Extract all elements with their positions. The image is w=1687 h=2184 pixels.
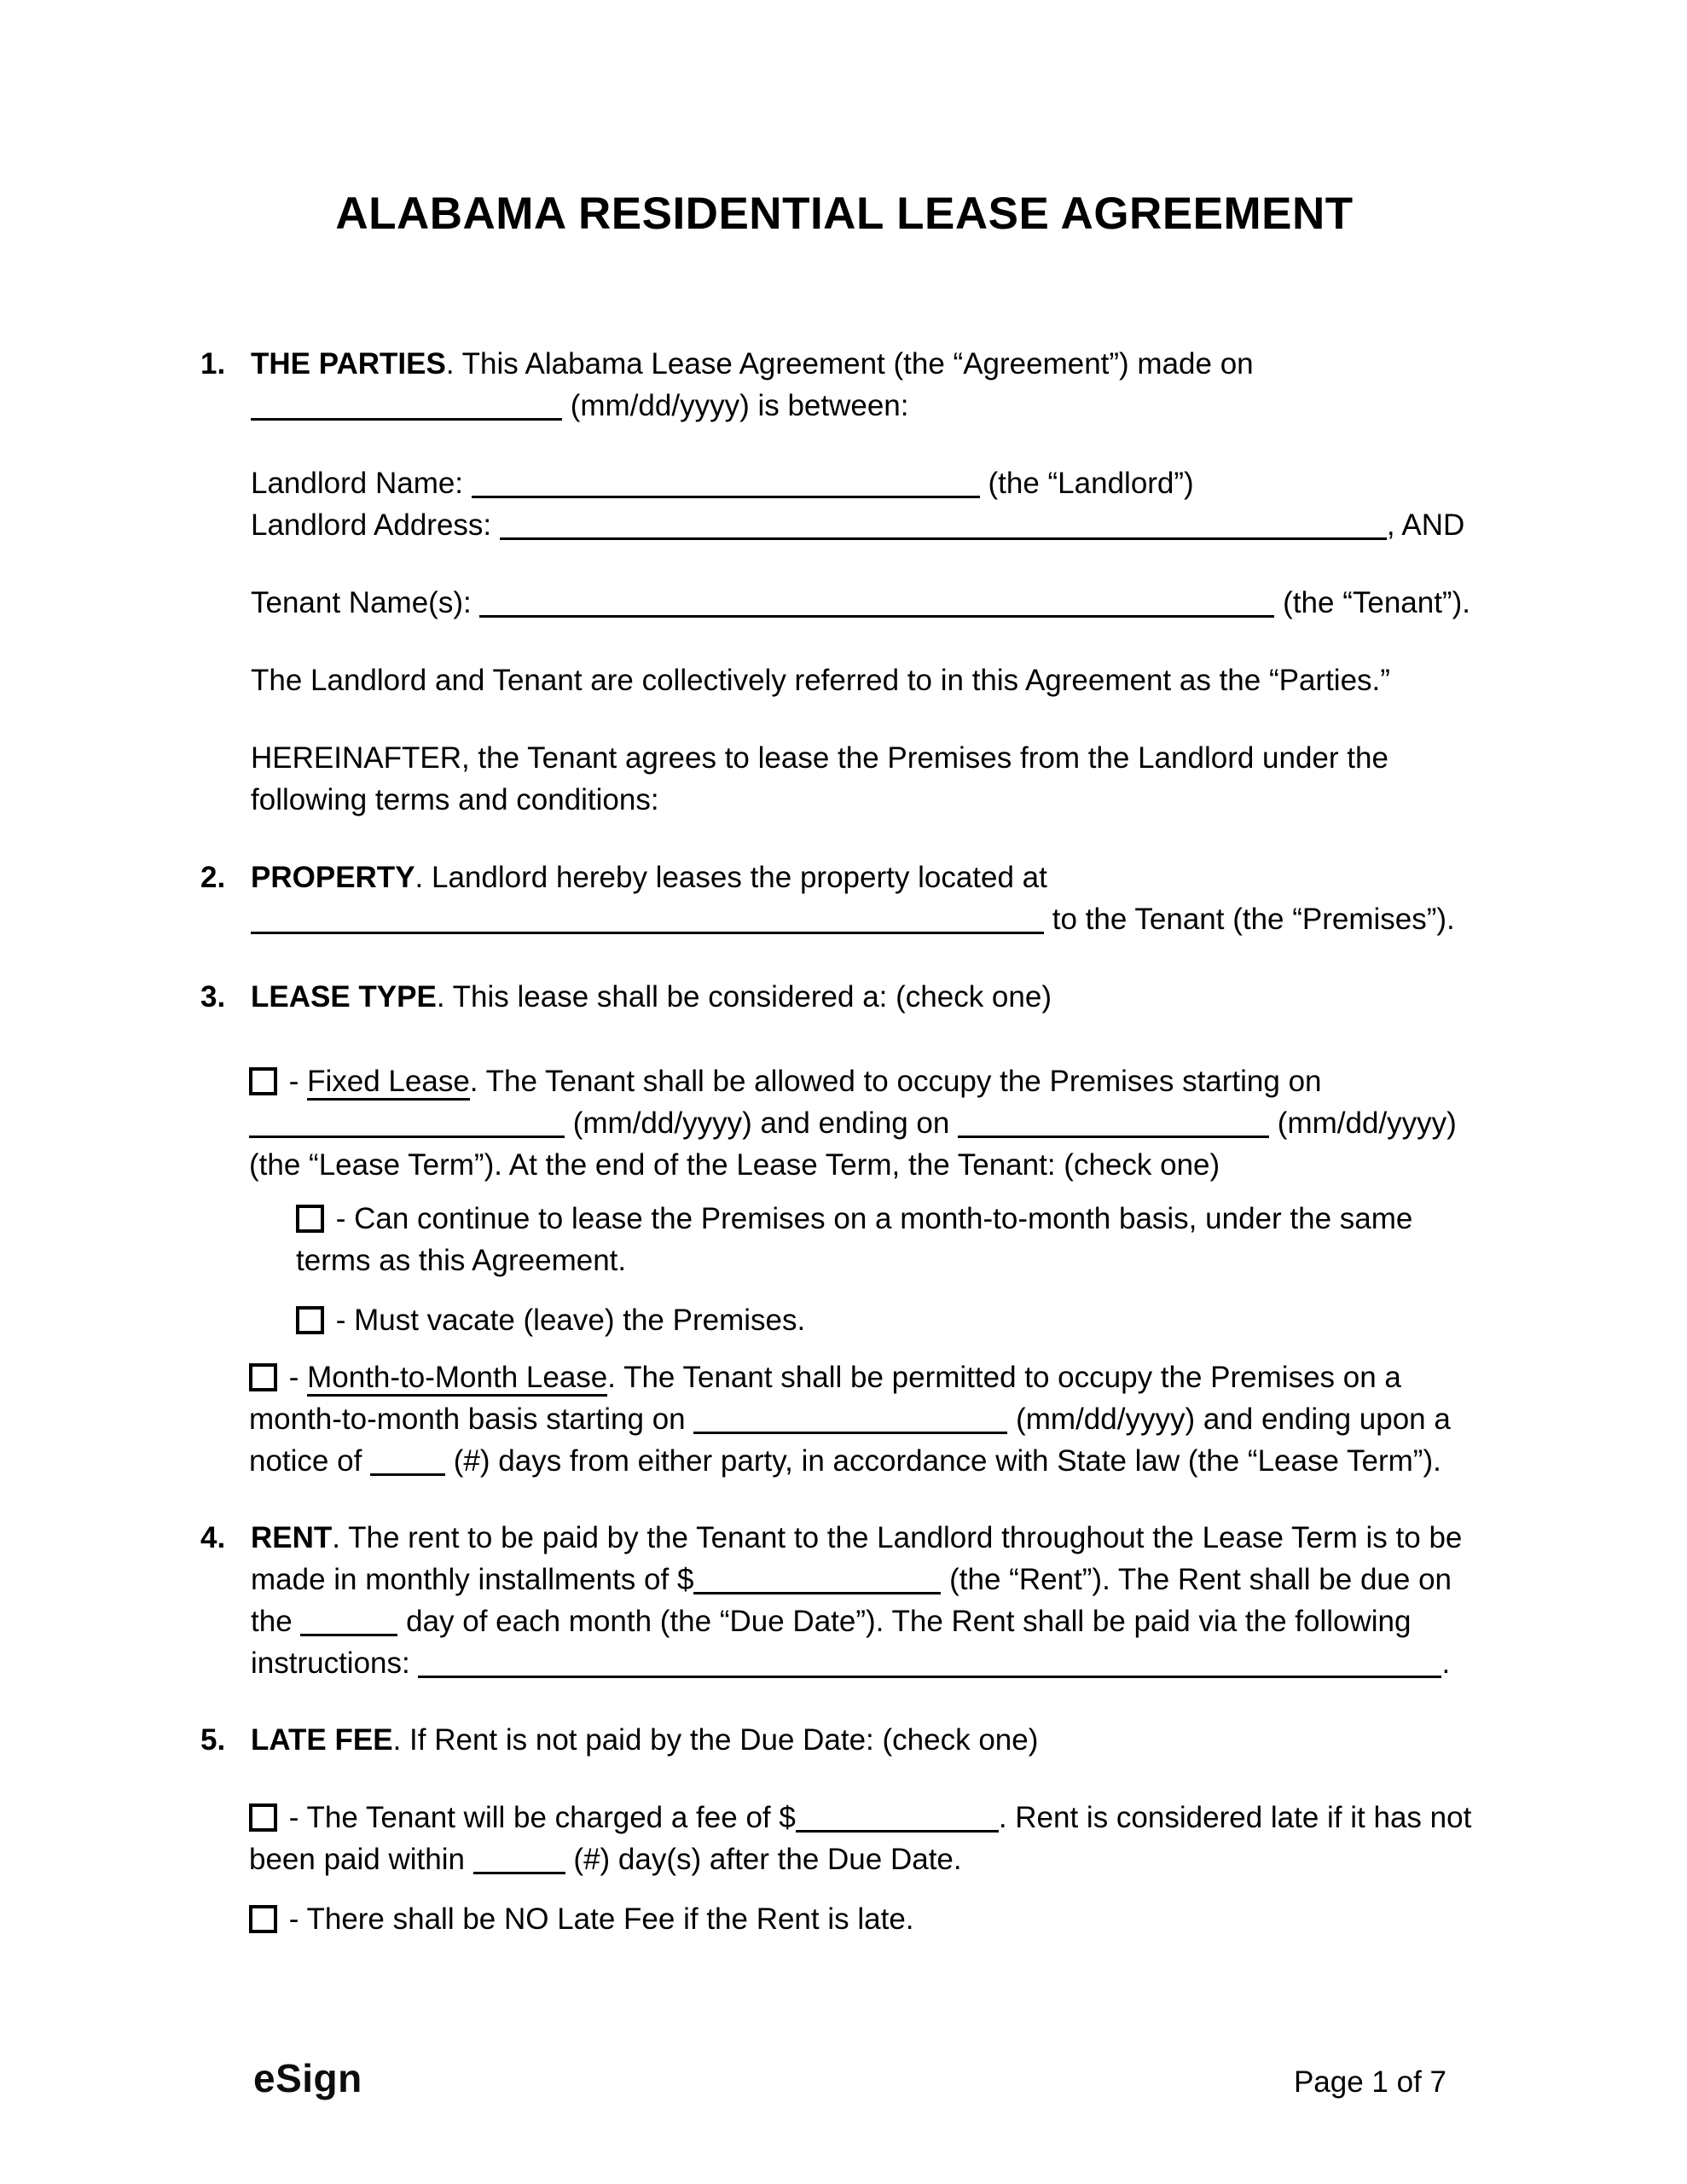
section-number-1: 1. [200, 347, 226, 381]
text-run: Tenant Name(s): [251, 586, 480, 620]
text-run: (#) day(s) after the Due Date. [565, 1843, 962, 1877]
text-run: - Can continue to lease the Premises on a month-to-month basis, under the same terms as this Agreement. [296, 1202, 1413, 1278]
no-late-fee-option [249, 1898, 1488, 1940]
blank-line[interactable] [796, 1804, 999, 1833]
section-lease-type [200, 976, 1488, 1018]
checkbox[interactable] [296, 1306, 324, 1334]
text-run: - The Tenant will be charged a fee of $ [281, 1801, 796, 1835]
esign-logo: eSign [253, 2056, 362, 2100]
underlined-label: Month-to-Month Lease [307, 1361, 607, 1397]
continue-lease-option [296, 1198, 1488, 1281]
blank-line[interactable] [300, 1608, 397, 1636]
text-run: - There shall be NO Late Fee if the Rent is late. [281, 1902, 914, 1937]
blank-line[interactable] [500, 512, 1387, 540]
text-run: Landlord Address: [251, 508, 500, 543]
landlord-name-line [251, 462, 1488, 504]
blank-line[interactable] [370, 1448, 445, 1476]
section-property-text [251, 857, 1488, 940]
parties-clause [251, 659, 1488, 701]
text-run: HEREINAFTER, the Tenant agrees to lease the Premises from the Landlord under the following terms and conditions: [251, 741, 1388, 817]
bold-text: THE PARTIES [251, 347, 446, 381]
text-run: . [1441, 1647, 1451, 1681]
month-to-month-option [249, 1356, 1488, 1482]
page-footer [253, 2058, 1446, 2103]
section-late-fee [200, 1719, 1488, 1761]
text-run: (#) days from either party, in accordance with State law (the “Lease Term”). [445, 1444, 1441, 1478]
text-run: - [281, 1065, 308, 1099]
checkbox[interactable] [249, 1067, 277, 1095]
blank-line[interactable] [472, 470, 980, 498]
bold-text: RENT [251, 1521, 333, 1555]
text-run: (the “Tenant”). [1274, 586, 1470, 620]
section-number-5: 5. [200, 1723, 226, 1757]
blank-line[interactable] [693, 1566, 941, 1594]
blank-line[interactable] [479, 590, 1274, 618]
text-run: - Must vacate (leave) the Premises. [328, 1304, 806, 1338]
text-run: . Rent is considered late if it has not been paid within [249, 1801, 1472, 1877]
text-run: Landlord Name: [251, 467, 472, 501]
text-run: The Landlord and Tenant are collectively referred to in this Agreement as the “Parties.” [251, 664, 1390, 698]
text-run: . Landlord hereby leases the property located at [415, 861, 1047, 895]
must-vacate-option [296, 1299, 1488, 1341]
section-lease-type-text [251, 976, 1488, 1018]
checkbox[interactable] [296, 1205, 324, 1233]
blank-line[interactable] [249, 1110, 565, 1138]
text-run: . The Tenant shall be permitted to occupy the Premises on a month-to-month basis starting on [249, 1361, 1401, 1437]
section-property [200, 857, 1488, 940]
text-run: - [281, 1361, 308, 1395]
blank-line[interactable] [251, 392, 562, 421]
text-run: (mm/dd/yyyy) is between: [562, 389, 909, 423]
text-run: . This Alabama Lease Agreement (the “Agreement”) made on [445, 347, 1254, 381]
section-rent [200, 1517, 1488, 1684]
blank-line[interactable] [958, 1110, 1269, 1138]
text-run: (mm/dd/yyyy) and ending on [565, 1107, 959, 1141]
text-run: . The rent to be paid by the Tenant to the Landlord throughout the Lease Term is to be made in monthly installments of $ [251, 1521, 1463, 1597]
section-number-4: 4. [200, 1521, 226, 1555]
text-run: to the Tenant (the “Premises”). [1044, 903, 1455, 937]
landlord-address-line [251, 504, 1488, 546]
text-run: (the “Rent”). The Rent shall be due on the [251, 1563, 1452, 1639]
section-late-fee-text [251, 1719, 1488, 1761]
text-run: (mm/dd/yyyy) and ending upon a notice of [249, 1403, 1451, 1478]
section-number-3: 3. [200, 980, 226, 1014]
document-title: ALABAMA RESIDENTIAL LEASE AGREEMENT [335, 189, 1354, 239]
blank-line[interactable] [418, 1650, 1441, 1678]
text-run: . This lease shall be considered a: (check one) [436, 980, 1052, 1014]
text-run: day of each month (the “Due Date”). The Rent shall be paid via the following instructions: [251, 1605, 1412, 1681]
bold-text: PROPERTY [251, 861, 415, 895]
section-number-2: 2. [200, 861, 226, 895]
checkbox[interactable] [249, 1905, 277, 1933]
text-run: . If Rent is not paid by the Due Date: (check one) [392, 1723, 1039, 1757]
text-run: , AND [1386, 508, 1465, 543]
page-number: Page 1 of 7 [1293, 2065, 1446, 2099]
blank-line[interactable] [693, 1406, 1007, 1434]
blank-line[interactable] [251, 906, 1044, 934]
blank-line[interactable] [473, 1846, 565, 1874]
checkbox[interactable] [249, 1363, 277, 1391]
bold-text: LEASE TYPE [251, 980, 437, 1014]
section-the-parties [200, 343, 1488, 427]
text-run: (mm/dd/yyyy) (the “Lease Term”). At the end of the Lease Term, the Tenant: (check one) [249, 1107, 1457, 1182]
underlined-label: Fixed Lease [307, 1065, 470, 1101]
section-rent-text [251, 1517, 1488, 1684]
bold-text: LATE FEE [251, 1723, 393, 1757]
text-run: . The Tenant shall be allowed to occupy the Premises starting on [469, 1065, 1322, 1099]
text-run: (the “Landlord”) [979, 467, 1194, 501]
checkbox[interactable] [249, 1804, 277, 1832]
document-body [200, 343, 1488, 1940]
section-the-parties-text [251, 343, 1488, 427]
late-fee-charged-option [249, 1797, 1488, 1880]
fixed-lease-option [249, 1060, 1488, 1186]
tenant-name-line [251, 582, 1488, 624]
hereinafter-clause [251, 737, 1488, 821]
